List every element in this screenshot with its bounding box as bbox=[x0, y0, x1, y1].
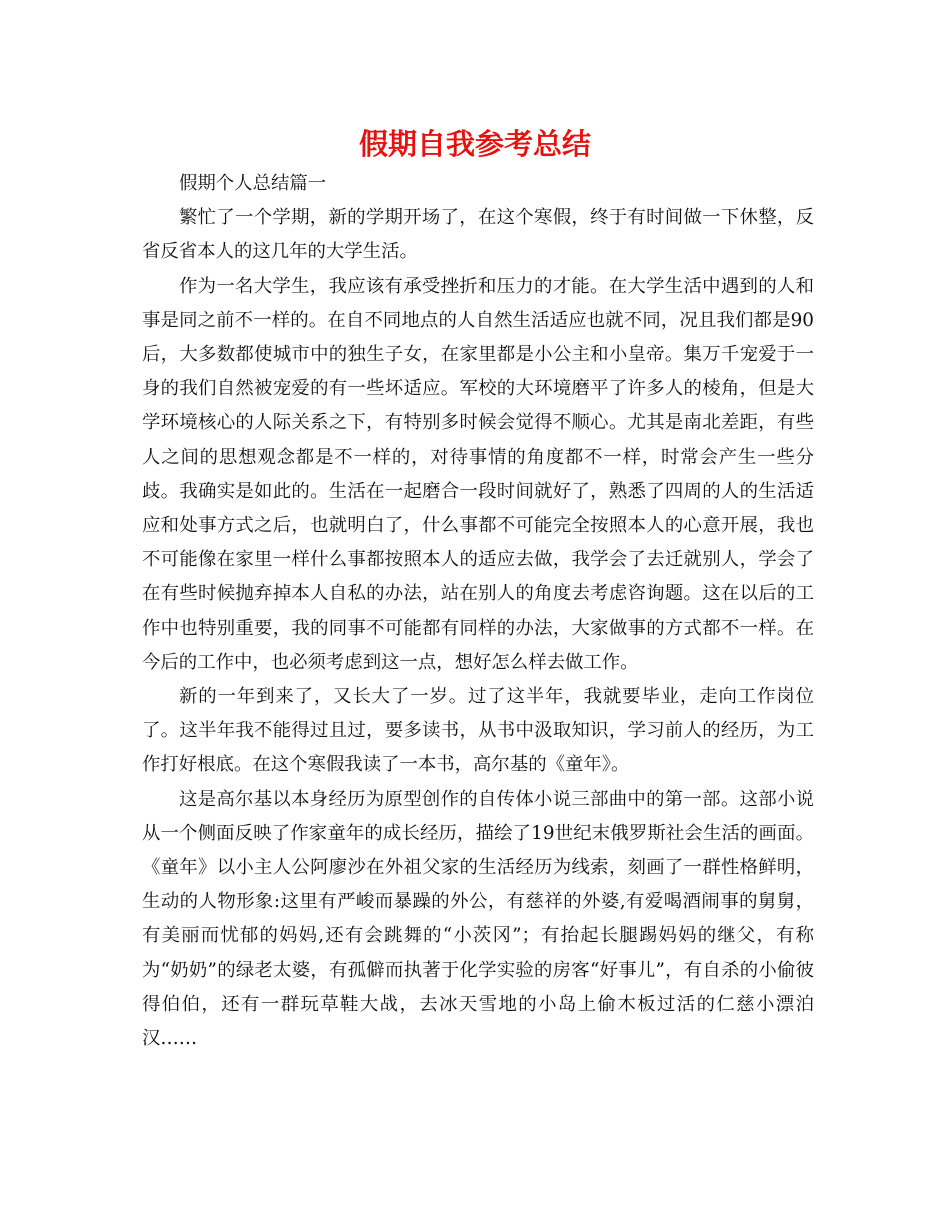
paragraph-1: 繁忙了一个学期，新的学期开场了，在这个寒假，终于有时间做一下休整，反省反省本人的这几年的大学生活。 bbox=[142, 207, 814, 263]
paragraph-3: 新的一年到来了，又长大了一岁。过了这半年，我就要毕业，走向工作岗位了。这半年我不能得过且过，要多读书，从书中汲取知识，学习前人的经历，为工作打好根底。在这个寒假我读了一本书，高尔基的《童年》。 bbox=[142, 686, 814, 776]
document-title: 假期自我参考总结 bbox=[358, 127, 591, 161]
document-body bbox=[142, 167, 814, 1056]
paragraph-2: 作为一名大学生，我应该有承受挫折和压力的才能。在大学生活中遇到的人和事是同之前不一样的。在自不同地点的人自然生活适应也就不同，况且我们都是90后，大多数都使城市中的独生子女，在家里都是小公主和小皇帝。集万千宠爱于一身的我们自然被宠爱的有一些坏适应。军校的大环境磨平了许多人的棱角，但是大学环境核心的人际关系之下，有特别多时候会觉得不顺心。尤其是南北差距，有些人之间的思想观念都是不一样的，对待事情的角度都不一样，时常会产生一些分歧。我确实是如此的。生活在一起磨合一段时间就好了，熟悉了四周的人的生活适应和处事方式之后，也就明白了，什么事都不可能完全按照本人的心意开展，我也不可能像在家里一样什么事都按照本人的适应去做，我学会了去迁就别人，学会了在有些时候抛弃掉本人自私的办法，站在别人的角度去考虑咨询题。这在以后的工作中也特别重要，我的同事不可能都有同样的办法，大家做事的方式都不一样。在今后的工作中，也必须考虑到这一点，想好怎么样去做工作。 bbox=[142, 275, 814, 673]
paragraph-4: 这是高尔基以本身经历为原型创作的自传体小说三部曲中的第一部。这部小说从一个侧面反映了作家童年的成长经历，描绘了19世纪末俄罗斯社会生活的画面。《童年》以小主人公阿廖沙在外祖父家的生活经历为线索，刻画了一群性格鲜明，生动的人物形象:这里有严峻而暴躁的外公，有慈祥的外婆,有爱喝酒闹事的舅舅，有美丽而忧郁的妈妈,还有会跳舞的“小茨冈”；有抬起长腿踢妈妈的继父，有称为“奶奶”的绿老太婆，有孤僻而执著于化学实验的房客“好事儿”，有自杀的小偷彼得伯伯，还有一群玩草鞋大战，去冰天雪地的小岛上偷木板过活的仁慈小漂泊汉…… bbox=[142, 788, 814, 1050]
section-heading: 假期个人总结篇一 bbox=[179, 173, 327, 194]
